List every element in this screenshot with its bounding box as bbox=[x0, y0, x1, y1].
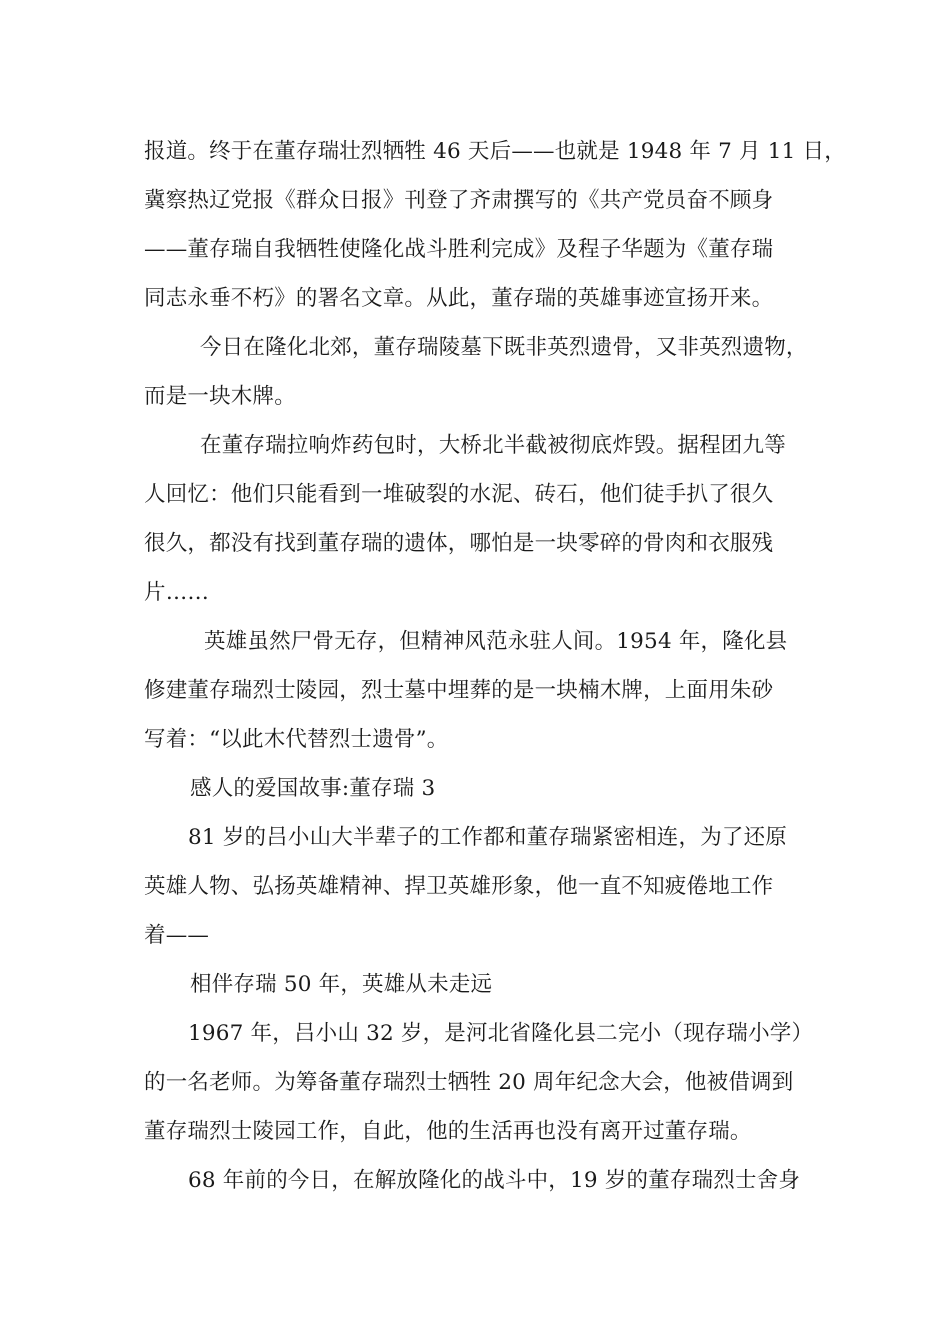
text-line: 董存瑞烈士陵园工作，自此，他的生活再也没有离开过董存瑞。 bbox=[144, 1119, 752, 1144]
text-line: 写着：“以此木代替烈士遗骨”。 bbox=[144, 727, 449, 752]
text-line: 人回忆：他们只能看到一堆破裂的水泥、砖石，他们徒手扒了很久 bbox=[144, 482, 774, 507]
text-line: 的一名老师。为筹备董存瑞烈士牺牲 20 周年纪念大会，他被借调到 bbox=[144, 1070, 794, 1095]
text-line: 着—— bbox=[144, 923, 210, 948]
text-line: 而是一块木牌。 bbox=[144, 384, 296, 409]
text-line: 修建董存瑞烈士陵园，烈士墓中埋葬的是一块楠木牌，上面用朱砂 bbox=[144, 678, 774, 703]
text-line: 片…… bbox=[144, 580, 210, 605]
paragraph-first-line: 81 岁的吕小山大半辈子的工作都和董存瑞紧密相连，为了还原 bbox=[188, 825, 787, 850]
paragraph-first-line: 在董存瑞拉响炸药包时，大桥北半截被彻底炸毁。据程团九等 bbox=[200, 433, 786, 458]
text-line: 同志永垂不朽》的署名文章。从此，董存瑞的英雄事迹宣扬开来。 bbox=[144, 286, 774, 311]
paragraph-first-line: 68 年前的今日，在解放隆化的战斗中，19 岁的董存瑞烈士舍身 bbox=[188, 1168, 801, 1193]
text-line: 英雄人物、弘扬英雄精神、捍卫英雄形象，他一直不知疲倦地工作 bbox=[144, 874, 774, 899]
text-line: 报道。终于在董存瑞壮烈牺牲 46 天后——也就是 1948 年 7 月 11 日， bbox=[144, 139, 846, 164]
body-text bbox=[144, 127, 846, 1205]
paragraph-first-line: 1967 年，吕小山 32 岁，是河北省隆化县二完小（现存瑞小学） bbox=[188, 1021, 814, 1046]
section-heading: 感人的爱国故事:董存瑞 3 bbox=[190, 776, 436, 801]
subheading: 相伴存瑞 50 年，英雄从未走远 bbox=[190, 972, 493, 997]
paragraph-first-line: 英雄虽然尸骨无存，但精神风范永驻人间。1954 年，隆化县 bbox=[204, 629, 788, 654]
text-line: ——董存瑞自我牺牲使隆化战斗胜利完成》及程子华题为《董存瑞 bbox=[144, 237, 774, 262]
text-line: 冀察热辽党报《群众日报》刊登了齐肃撰写的《共产党员奋不顾身 bbox=[144, 188, 774, 213]
text-line: 很久，都没有找到董存瑞的遗体，哪怕是一块零碎的骨肉和衣服残 bbox=[144, 531, 774, 556]
paragraph-first-line: 今日在隆化北郊，董存瑞陵墓下既非英烈遗骨，又非英烈遗物， bbox=[200, 335, 808, 360]
